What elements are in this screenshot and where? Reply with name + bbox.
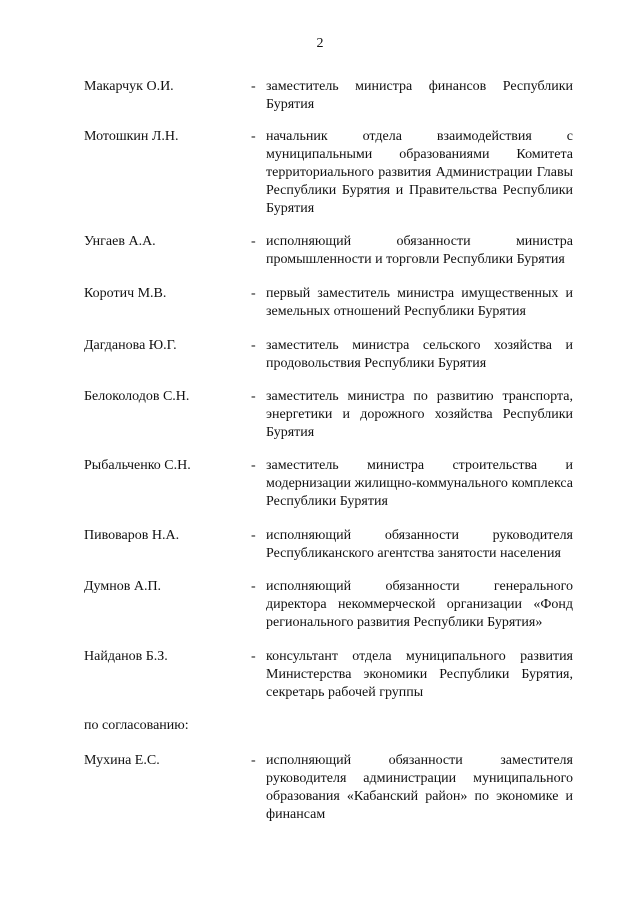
member-name: Макарчук О.И. xyxy=(84,79,174,94)
dash-separator: - xyxy=(251,753,256,768)
dash-separator: - xyxy=(251,234,256,249)
dash-separator: - xyxy=(251,129,256,144)
member-name: Унгаев А.А. xyxy=(84,234,156,249)
member-name: Думнов А.П. xyxy=(84,579,162,594)
member-position: исполняющий обязанности генерального директора некоммерческой организации «Фонд регионального развития Республики Бурятия» xyxy=(266,579,573,630)
member-position: консультант отдела муниципального развития Министерства экономики Республики Бурятия, секретарь рабочей группы xyxy=(266,649,573,700)
member-position: исполняющий обязанности руководителя Республиканского агентства занятости населения xyxy=(266,528,573,561)
dash-separator: - xyxy=(251,649,256,664)
dash-separator: - xyxy=(251,338,256,353)
member-position: заместитель министра сельского хозяйства и продовольствия Республики Бурятия xyxy=(266,338,573,371)
member-position: заместитель министра по развитию транспорта, энергетики и дорожного хозяйства Республики Бурятия xyxy=(266,389,573,440)
section-label-agreement: по согласованию: xyxy=(84,718,189,733)
member-position: исполняющий обязанности министра промышленности и торговли Республики Бурятия xyxy=(266,234,573,267)
page-number: 2 xyxy=(316,36,324,51)
member-position: исполняющий обязанности заместителя руководителя администрации муниципального образования «Кабанский район» по экономике и финансам xyxy=(266,753,573,822)
member-name: Дагданова Ю.Г. xyxy=(84,338,177,353)
member-name: Белоколодов С.Н. xyxy=(84,389,190,404)
member-position: заместитель министра финансов Республики Бурятия xyxy=(266,79,573,112)
dash-separator: - xyxy=(251,79,256,94)
member-position: первый заместитель министра имущественных и земельных отношений Республики Бурятия xyxy=(266,286,573,319)
dash-separator: - xyxy=(251,286,256,301)
member-name: Мухина Е.С. xyxy=(84,753,160,768)
member-position: заместитель министра строительства и модернизации жилищно-коммунального комплекса Республики Бурятия xyxy=(266,458,573,509)
member-name: Мотошкин Л.Н. xyxy=(84,129,179,144)
dash-separator: - xyxy=(251,579,256,594)
member-name: Коротич М.В. xyxy=(84,286,167,301)
member-name: Пивоваров Н.А. xyxy=(84,528,180,543)
dash-separator: - xyxy=(251,389,256,404)
dash-separator: - xyxy=(251,458,256,473)
member-name: Найданов Б.З. xyxy=(84,649,168,664)
member-name: Рыбальченко С.Н. xyxy=(84,458,191,473)
dash-separator: - xyxy=(251,528,256,543)
member-position: начальник отдела взаимодействия с муниципальными образованиями Комитета территориального развития Администрации Главы Республики Бурятия и Правительства Республики Бурятия xyxy=(266,129,573,216)
